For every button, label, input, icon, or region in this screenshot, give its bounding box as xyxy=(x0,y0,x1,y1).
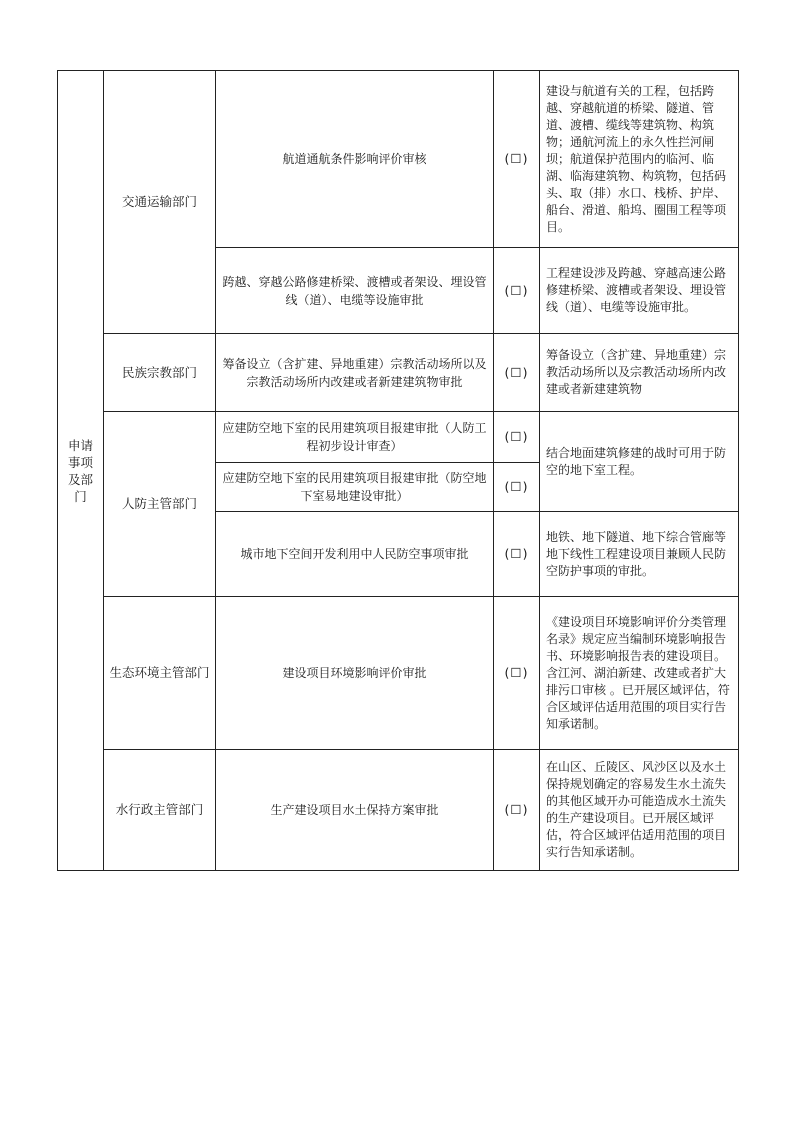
item-name: 生产建设项目水土保持方案审批 xyxy=(216,750,494,871)
department-civil-air-defense: 人防主管部门 xyxy=(104,412,216,597)
item-note: 工程建设涉及跨越、穿越高速公路修建桥梁、渡槽或者架设、埋设管线（道）、电缆等设施审批。 xyxy=(540,248,739,334)
department-ecology-environment: 生态环境主管部门 xyxy=(104,597,216,750)
item-name: 建设项目环境影响评价审批 xyxy=(216,597,494,750)
item-note: 在山区、丘陵区、风沙区以及水土保持规划确定的容易发生水土流失的其他区域开办可能造成水土流失的生产建设项目。已开展区域评估，符合区域评估适用范围的项目实行告知承诺制。 xyxy=(540,750,739,871)
item-name: 应建防空地下室的民用建筑项目报建审批（防空地下室易地建设审批） xyxy=(216,463,494,512)
checkbox[interactable]: (☐) xyxy=(494,334,540,412)
table-row xyxy=(58,71,739,248)
item-name: 应建防空地下室的民用建筑项目报建审批（人防工程初步设计审查） xyxy=(216,412,494,463)
item-name: 城市地下空间开发利用中人民防空事项审批 xyxy=(216,512,494,597)
table-row xyxy=(58,334,739,412)
checkbox[interactable]: (☐) xyxy=(494,597,540,750)
table-row xyxy=(58,597,739,750)
item-note: 筹备设立（含扩建、异地重建）宗教活动场所以及宗教活动场所内改建或者新建建筑物 xyxy=(540,334,739,412)
item-note: 建设与航道有关的工程，包括跨越、穿越航道的桥梁、隧道、管道、渡槽、缆线等建筑物、构筑物；通航河流上的永久性拦河闸坝；航道保护范围内的临河、临湖、临海建筑物、构筑物，包括码头、取（排）水口、栈桥、护岸、船台、滑道、船坞、圈围工程等项目。 xyxy=(540,71,739,248)
item-note: 地铁、地下隧道、地下综合管廊等地下线性工程建设项目兼顾人民防空防护事项的审批。 xyxy=(540,512,739,597)
department-water-administration: 水行政主管部门 xyxy=(104,750,216,871)
department-transport: 交通运输部门 xyxy=(104,71,216,334)
checkbox[interactable]: (☐) xyxy=(494,412,540,463)
checkbox[interactable]: (☐) xyxy=(494,71,540,248)
item-name: 航道通航条件影响评价审核 xyxy=(216,71,494,248)
item-name: 筹备设立（含扩建、异地重建）宗教活动场所以及宗教活动场所内改建或者新建建筑物审批 xyxy=(216,334,494,412)
checkbox[interactable]: (☐) xyxy=(494,463,540,512)
department-religion: 民族宗教部门 xyxy=(104,334,216,412)
item-note-shared: 结合地面建筑修建的战时可用于防空的地下室工程。 xyxy=(540,412,739,512)
item-name: 跨越、穿越公路修建桥梁、渡槽或者架设、埋设管线（道）、电缆等设施审批 xyxy=(216,248,494,334)
checkbox[interactable]: (☐) xyxy=(494,512,540,597)
table-row xyxy=(58,750,739,871)
approval-items-table xyxy=(57,70,738,870)
checkbox[interactable]: (☐) xyxy=(494,750,540,871)
table-row xyxy=(58,412,739,463)
category-cell xyxy=(58,71,104,871)
checkbox[interactable]: (☐) xyxy=(494,248,540,334)
category-label: 申请事项及部门 xyxy=(67,437,93,504)
item-note: 《建设项目环境影响评价分类管理名录》规定应当编制环境影响报告书、环境影响报告表的建设项目。 含江河、湖泊新建、改建或者扩大排污口审核 。已开展区域评估，符合区域评估适用范围的项目实行告知承诺制。 xyxy=(540,597,739,750)
